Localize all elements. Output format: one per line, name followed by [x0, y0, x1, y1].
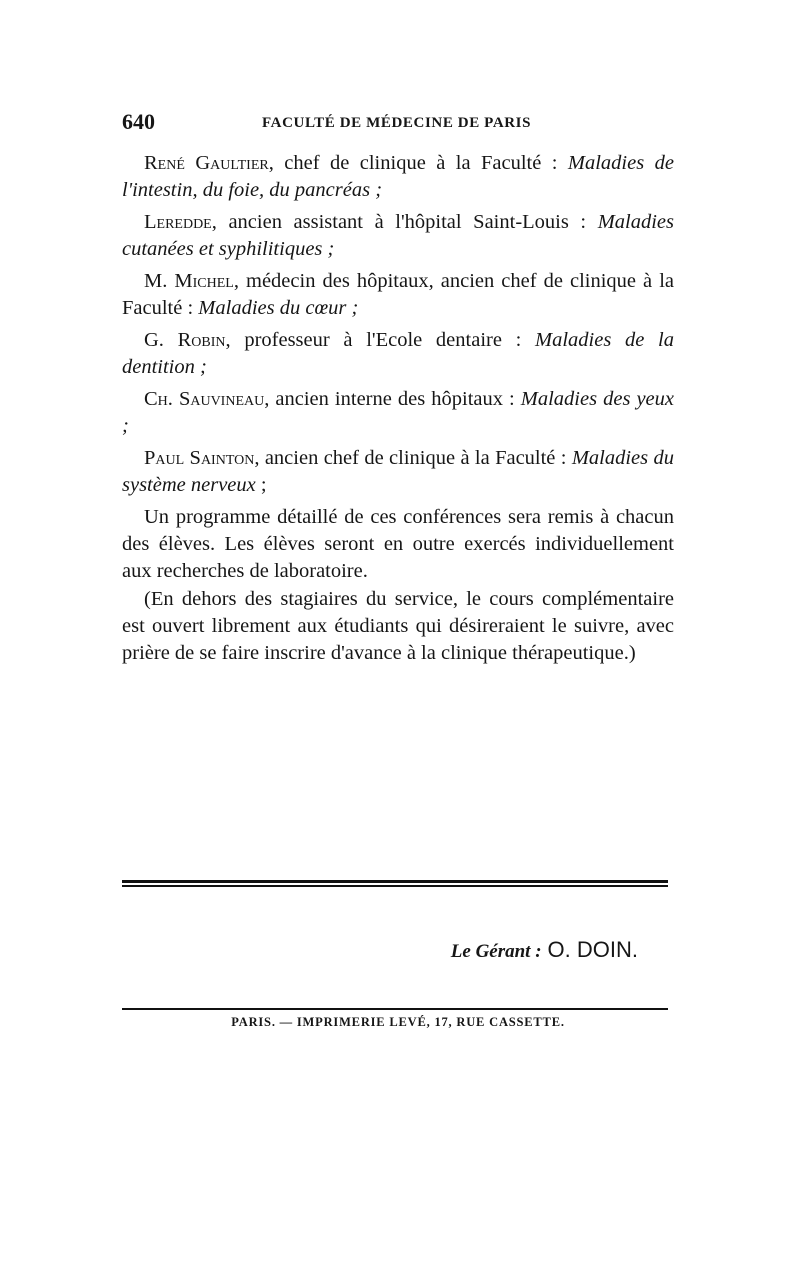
entry-description: , ancien interne des hôpitaux :: [264, 388, 521, 410]
printer-imprint: PARIS. — IMPRIMERIE LEVÉ, 17, RUE CASSETTE.: [231, 1015, 565, 1029]
entry-subject: Maladies du système nerveux: [122, 447, 675, 496]
entry-description: , ancien chef de clinique à la Faculté :: [254, 447, 572, 469]
paragraph-programme: Un programme détaillé de ces conférences sera remis à chacun des élèves. Les élèves seront en outre exercés individuellement aux recherches de laboratoire.: [122, 506, 674, 582]
entry-name: Ch. Sauvineau: [144, 388, 265, 410]
entry-description: , ancien assistant à l'hôpital Saint-Louis :: [211, 211, 598, 233]
entry-name: Leredde: [144, 211, 212, 233]
entry-description: , chef de clinique à la Faculté :: [268, 152, 568, 174]
entry-description: , médecin des hôpitaux, ancien chef de clinique à la Faculté :: [122, 270, 674, 319]
entry-gaultier: [122, 150, 674, 204]
entry-subject: Maladies de la dentition ;: [122, 329, 674, 378]
entry-sauvineau: [122, 386, 674, 440]
entry-name: René Gaultier: [144, 152, 269, 174]
entry-subject: Maladies cutanées et syphilitiques ;: [122, 211, 674, 260]
entry-sainton: [122, 445, 674, 499]
entry-name: G. Robin: [144, 329, 226, 351]
entry-subject: Maladies de l'intestin, du foie, du pancréas ;: [122, 152, 674, 201]
signature-name: O. DOIN.: [547, 937, 638, 962]
entry-leredde: [122, 209, 674, 263]
entry-name: Paul Sainton: [144, 447, 255, 469]
entry-tail: ;: [255, 474, 267, 496]
entry-name: M. Michel: [144, 270, 234, 292]
signature: [451, 937, 638, 963]
footer-rule: [122, 1008, 668, 1010]
document-page: [122, 0, 674, 1262]
paragraph-cours: (En dehors des stagiaires du service, le cours complémentaire est ouvert librement aux étudiants qui désireraient le suivre, avec prière de se faire inscrire d'avance à la clinique thérapeutique.): [122, 588, 674, 664]
entry-subject: Maladies du cœur ;: [198, 297, 359, 319]
entry-michel: [122, 268, 674, 322]
entry-robin: [122, 327, 674, 381]
running-head: FACULTÉ DE MÉDECINE DE PARIS: [262, 115, 532, 131]
page-header: [122, 109, 674, 139]
body-text: [122, 150, 674, 668]
entry-subject: Maladies des yeux ;: [122, 388, 675, 437]
signature-label: Le Gérant :: [450, 941, 542, 962]
divider-rule-thin: [122, 885, 668, 887]
page-number: 640: [122, 109, 155, 134]
entry-description: , professeur à l'Ecole dentaire :: [225, 329, 536, 351]
divider-rule-thick: [122, 880, 668, 883]
